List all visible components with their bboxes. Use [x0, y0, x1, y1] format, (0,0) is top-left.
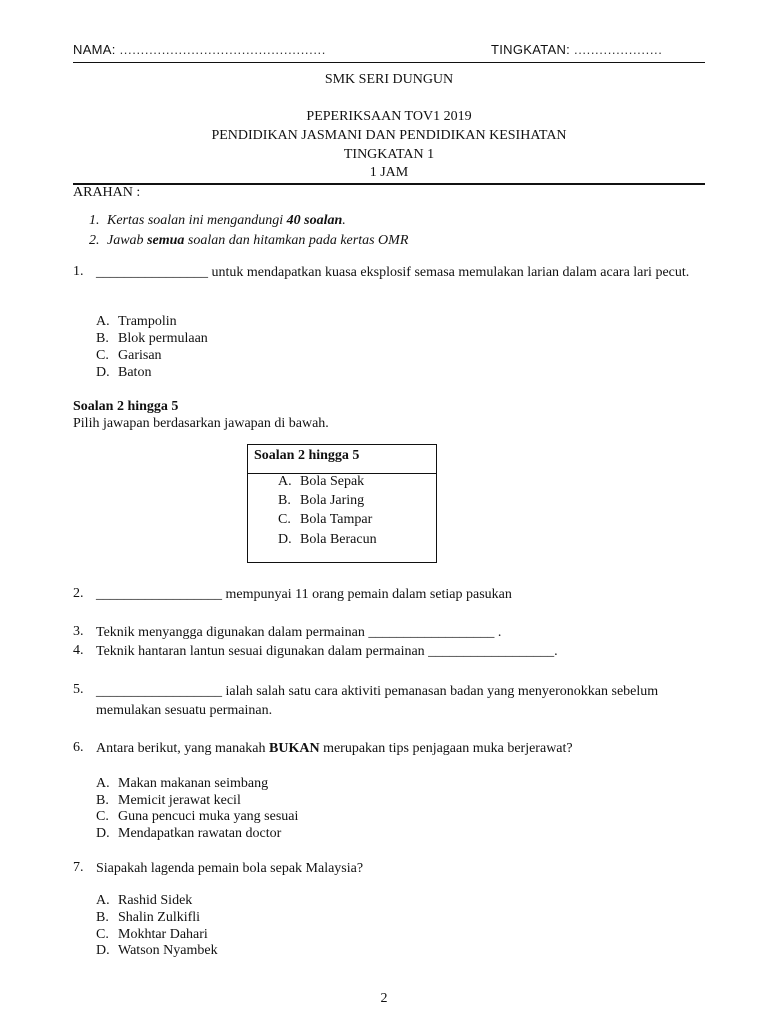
q6-text: [96, 740, 708, 757]
q7-option: [96, 910, 200, 926]
q2-text: __________________ mempunyai 11 orang pemain dalam setiap pasukan: [96, 587, 512, 602]
duration: 1 JAM: [369, 165, 409, 180]
tingkatan-dots: .....................: [574, 42, 663, 57]
tingkatan-field: [491, 42, 662, 57]
option-text: Garisan: [118, 348, 162, 363]
exam-title: PEPERIKSAAN TOV1 2019: [306, 109, 472, 124]
answer-box-option: [278, 474, 364, 490]
school-name: SMK SERI DUNGUN: [324, 72, 454, 87]
q6-option: [96, 793, 241, 809]
q5-text: __________________ ialah salah satu cara aktiviti pemanasan badan yang menyeronokkan sebelum memulakan sesuatu permainan.: [96, 684, 659, 718]
q3-number: 3.: [73, 624, 84, 639]
q6-option: [96, 809, 298, 825]
q7-number: 7.: [73, 860, 84, 875]
q4-number: 4.: [73, 643, 84, 658]
option-letter: D.: [96, 826, 110, 841]
q3-text: Teknik menyangga digunakan dalam permainan __________________ .: [96, 625, 502, 640]
tingkatan-label: TINGKATAN:: [491, 42, 571, 57]
q1-option: [96, 314, 177, 330]
option-letter: A.: [278, 474, 292, 489]
q1-number: 1.: [73, 264, 84, 279]
option-text: Bola Beracun: [300, 532, 377, 547]
option-letter: A.: [96, 314, 110, 329]
option-text: Rashid Sidek: [118, 893, 193, 908]
option-letter: C.: [278, 512, 291, 527]
option-letter: B.: [96, 910, 109, 925]
arahan-title: ARAHAN :: [73, 185, 141, 200]
nama-field: [73, 42, 326, 57]
q4-text: Teknik hantaran lantun sesuai digunakan dalam permainan __________________.: [96, 644, 558, 659]
option-text: Baton: [118, 365, 152, 380]
q1-option: [96, 365, 151, 381]
title-divider: [73, 183, 705, 185]
arahan-bold: semua: [147, 233, 185, 248]
subject-title: PENDIDIKAN JASMANI DAN PENDIDIKAN KESIHATAN: [211, 128, 567, 143]
option-text: Mokhtar Dahari: [118, 927, 208, 942]
option-text: Blok permulaan: [118, 331, 208, 346]
arahan-text: Jawab: [107, 233, 148, 248]
option-text: Memicit jerawat kecil: [118, 793, 241, 808]
form-title: TINGKATAN 1: [343, 147, 435, 162]
q7-option: [96, 943, 218, 959]
option-letter: C.: [96, 809, 109, 824]
q6-text-post: merupakan tips penjagaan muka berjerawat?: [319, 741, 573, 756]
q7-option: [96, 927, 208, 943]
section-instruction: Pilih jawapan berdasarkan jawapan di bawah.: [73, 416, 329, 431]
q2-number: 2.: [73, 586, 84, 601]
q6-option: [96, 826, 281, 842]
section-title: Soalan 2 hingga 5: [73, 399, 179, 414]
option-text: Mendapatkan rawatan doctor: [118, 826, 282, 841]
q1-option: [96, 331, 208, 347]
option-text: Bola Tampar: [300, 512, 373, 527]
nama-label: NAMA:: [73, 42, 116, 57]
option-letter: D.: [278, 532, 292, 547]
page-number: 2: [380, 991, 388, 1006]
arahan-text: Kertas soalan ini mengandungi: [107, 213, 287, 228]
option-text: Makan makanan seimbang: [118, 776, 269, 791]
option-text: Watson Nyambek: [118, 943, 218, 958]
q6-text-bold: BUKAN: [269, 741, 320, 756]
option-letter: A.: [96, 776, 110, 791]
option-letter: B.: [278, 493, 291, 508]
option-text: Bola Sepak: [300, 474, 365, 489]
answer-box-header: [248, 445, 436, 474]
option-text: Trampolin: [118, 314, 177, 329]
option-letter: D.: [96, 943, 110, 958]
answer-box-option: [278, 493, 364, 509]
answer-box-option: [278, 532, 377, 548]
arahan-num: 1.: [89, 213, 100, 228]
option-letter: B.: [96, 793, 109, 808]
answer-box-option: [278, 512, 372, 528]
option-letter: C.: [96, 348, 109, 363]
q6-option: [96, 776, 268, 792]
answer-box-title: Soalan 2 hingga 5: [254, 448, 360, 463]
q5-number: 5.: [73, 682, 84, 697]
arahan-bold: 40 soalan: [286, 213, 343, 228]
option-text: Guna pencuci muka yang sesuai: [118, 809, 299, 824]
nama-dots: .................................................: [119, 42, 326, 57]
q6-text-pre: Antara berikut, yang manakah: [96, 741, 269, 756]
option-text: Bola Jaring: [300, 493, 365, 508]
arahan-num: 2.: [89, 233, 100, 248]
answer-box: [247, 444, 437, 563]
q7-text: Siapakah lagenda pemain bola sepak Malaysia?: [96, 861, 364, 876]
q1-text: ________________ untuk mendapatkan kuasa eksplosif semasa memulakan larian dalam acara lari pecut.: [96, 265, 690, 280]
arahan-text: .: [342, 213, 346, 228]
option-letter: C.: [96, 927, 109, 942]
q6-number: 6.: [73, 740, 84, 755]
arahan-item: [89, 233, 408, 249]
option-text: Shalin Zulkifli: [118, 910, 201, 925]
q1-option: [96, 348, 162, 364]
q7-option: [96, 893, 192, 909]
arahan-item: [89, 213, 346, 229]
arahan-text: soalan dan hitamkan pada kertas OMR: [184, 233, 409, 248]
option-letter: A.: [96, 893, 110, 908]
header-divider: [73, 62, 705, 63]
option-letter: D.: [96, 365, 110, 380]
option-letter: B.: [96, 331, 109, 346]
